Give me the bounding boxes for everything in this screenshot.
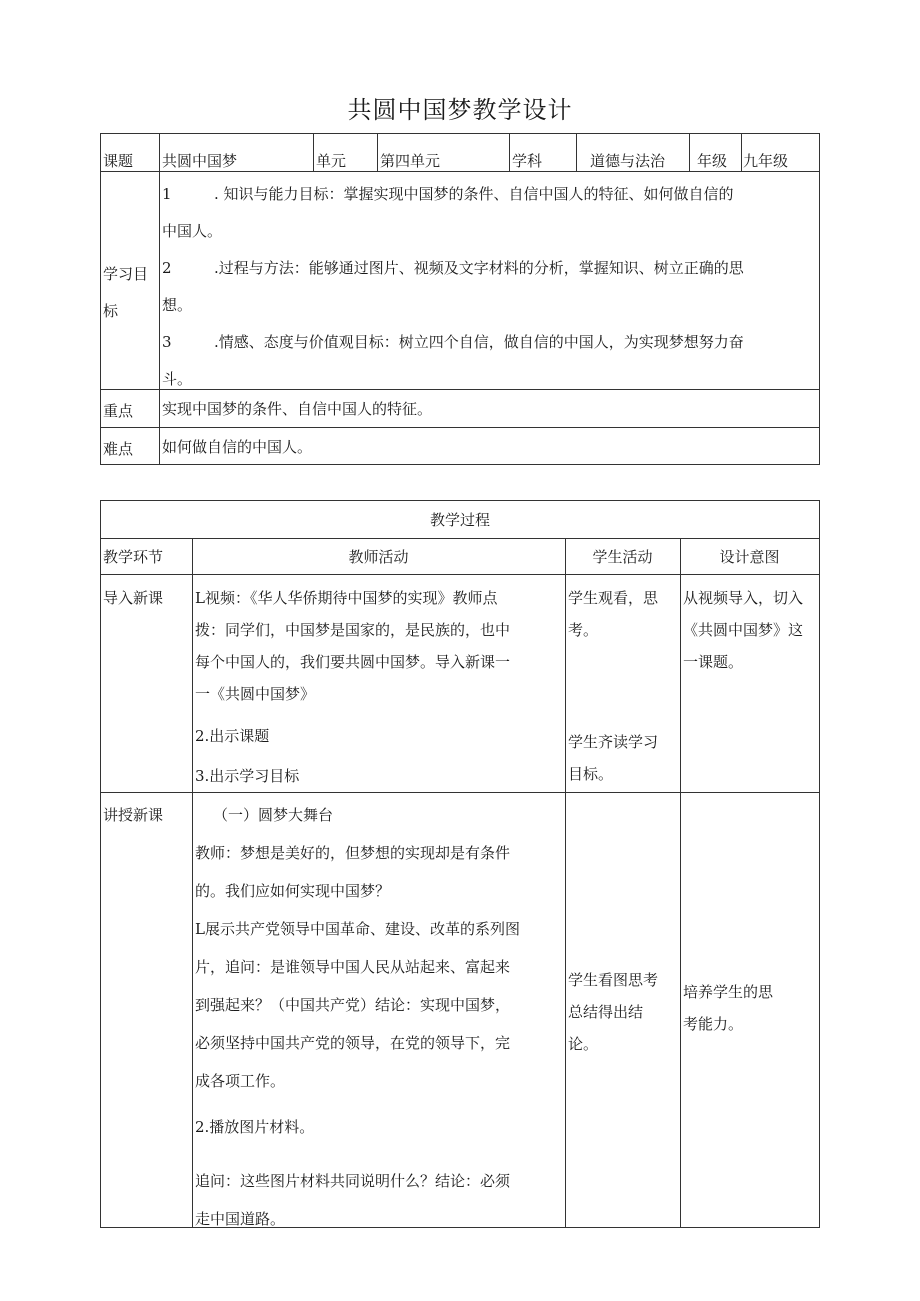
header-teacher: 教师活动 <box>348 548 409 566</box>
teacher-activity-intro <box>195 582 563 792</box>
text-line: 目标。 <box>568 765 614 783</box>
text-line: 的。我们应如何实现中国梦？ <box>195 882 391 900</box>
teacher-activity-new-lesson <box>195 796 563 1238</box>
text-line: （一）圆梦大舞台 <box>213 806 334 824</box>
label-difficulties: 难点 <box>103 440 134 458</box>
label-objectives: 学习目标 <box>103 265 149 320</box>
value-key-points: 实现中国梦的条件、自信中国人的特征。 <box>162 400 433 418</box>
value-unit: 第四单元 <box>380 152 441 170</box>
design-intent-intro <box>683 582 818 678</box>
objective-item-cont: 斗。 <box>162 370 193 388</box>
student-activity-intro-a <box>568 582 679 646</box>
text-line: 必须坚持中国共产党的领导，在党的领导下，完 <box>195 1034 511 1052</box>
header-intent: 设计意图 <box>719 548 780 566</box>
text-line: 教师：梦想是美好的，但梦想的实现却是有条件 <box>195 844 511 862</box>
label-subject: 学科 <box>512 152 543 170</box>
text-line: 《共圆中国梦》这 <box>683 621 804 639</box>
objectives-list <box>162 176 818 398</box>
student-activity-new-lesson <box>568 964 679 1060</box>
text-line: 追问：这些图片材料共同说明什么？结论：必须 <box>195 1172 511 1190</box>
stage-new-lesson: 讲授新课 <box>103 806 164 824</box>
text-line: 2.播放图片材料。 <box>195 1118 315 1136</box>
text-line: L展示共产党领导中国革命、建设、改革的系列图 <box>195 920 520 938</box>
objective-item: 2 .过程与方法：能够通过图片、视频及文字材料的分析，掌握知识、树立正确的思 <box>162 259 744 277</box>
objective-item: 1 . 知识与能力目标：掌握实现中国梦的条件、自信中国人的特征、如何做自信的 <box>162 185 734 203</box>
label-key-points: 重点 <box>103 402 134 420</box>
value-subject: 道德与法治 <box>590 152 666 170</box>
stage-intro: 导入新课 <box>103 589 164 607</box>
text-line: 成各项工作。 <box>195 1072 286 1090</box>
value-topic: 共圆中国梦 <box>162 152 238 170</box>
text-line: 论。 <box>568 1035 599 1053</box>
text-line: 一《共圆中国梦》 <box>195 685 316 703</box>
text-line: 学生齐读学习 <box>568 733 659 751</box>
text-line: L视频：《华人华侨期待中国梦的实现》教师点 <box>195 589 498 607</box>
objective-item-cont: 想。 <box>162 296 193 314</box>
text-line: 考能力。 <box>683 1015 744 1033</box>
text-line: 片，追问：是谁领导中国人民从站起来、富起来 <box>195 958 511 976</box>
text-line: 学生观看，思 <box>568 589 659 607</box>
header-student: 学生活动 <box>592 548 653 566</box>
label-unit: 单元 <box>316 152 347 170</box>
text-line: 到强起来？（中国共产党）结论：实现中国梦， <box>195 996 511 1014</box>
text-line: 2.出示课题 <box>195 727 270 745</box>
objective-item: 3 .情感、态度与价值观目标：树立四个自信，做自信的中国人，为实现梦想努力奋 <box>162 333 744 351</box>
label-topic: 课题 <box>103 152 134 170</box>
text-line: 总结得出结 <box>568 1003 644 1021</box>
text-line: 每个中国人的，我们要共圆中国梦。导入新课一 <box>195 653 511 671</box>
label-grade: 年级 <box>697 152 728 170</box>
student-activity-intro-b <box>568 726 679 790</box>
header-stage: 教学环节 <box>103 548 164 566</box>
process-title: 教学过程 <box>429 511 490 529</box>
text-line: 拨：同学们，中国梦是国家的，是民族的，也中 <box>195 621 511 639</box>
document-title: 共圆中国梦教学设计 <box>347 96 573 124</box>
text-line: 学生看图思考 <box>568 971 659 989</box>
design-intent-new-lesson <box>683 976 818 1040</box>
text-line: 一课题。 <box>683 653 744 671</box>
objective-item-cont: 中国人。 <box>162 222 223 240</box>
text-line: 培养学生的思 <box>683 983 774 1001</box>
text-line: 3.出示学习目标 <box>195 767 300 785</box>
text-line: 走中国道路。 <box>195 1210 286 1228</box>
value-difficulties: 如何做自信的中国人。 <box>162 438 313 456</box>
text-line: 考。 <box>568 621 599 639</box>
text-line: 从视频导入，切入 <box>683 589 804 607</box>
value-grade: 九年级 <box>743 152 789 170</box>
